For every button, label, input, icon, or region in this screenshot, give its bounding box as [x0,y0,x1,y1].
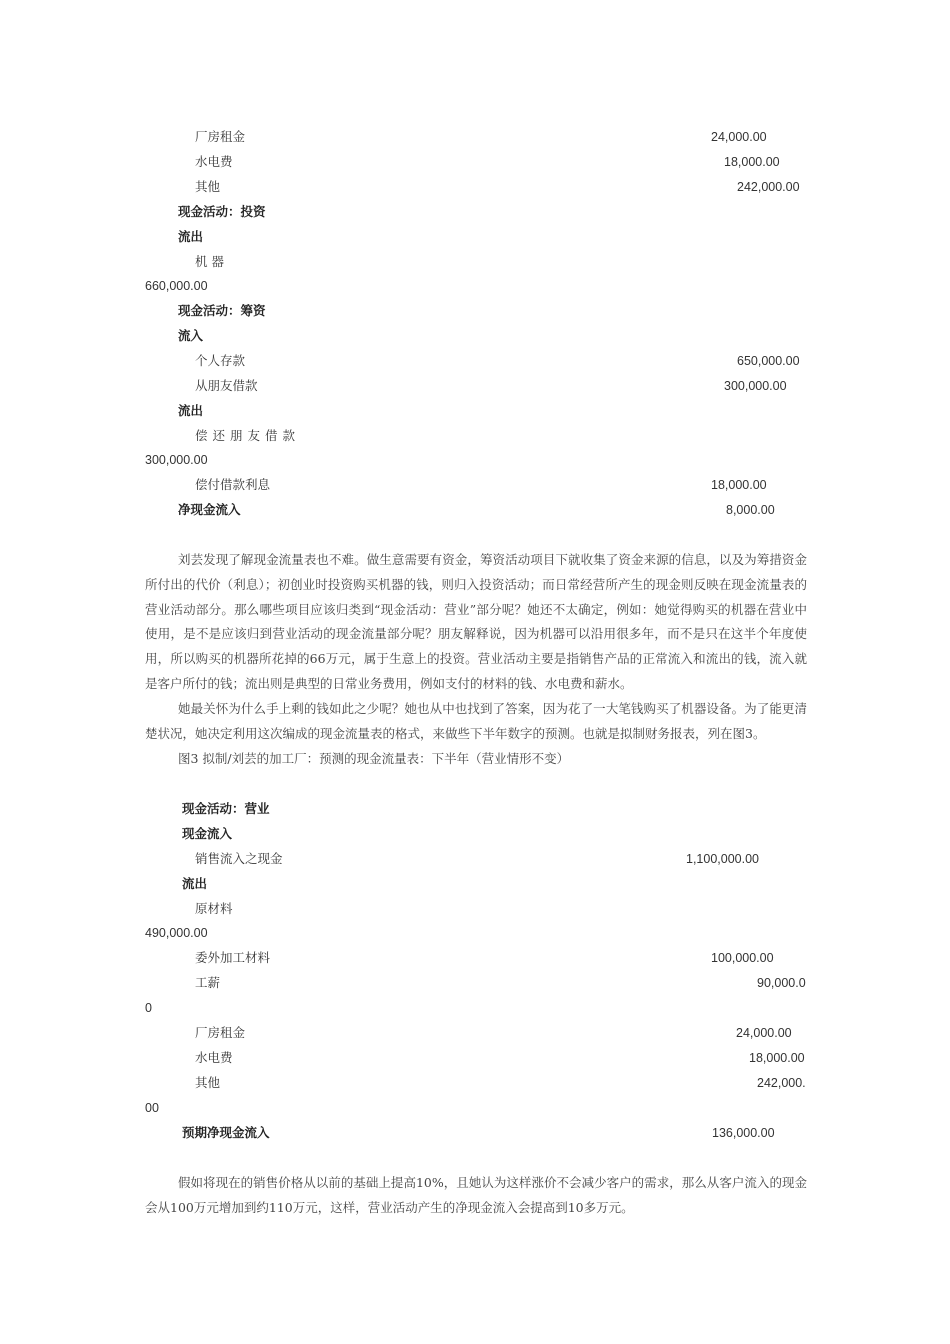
rent-value: 24,000.00 [711,130,767,144]
other-value: 242,000.00 [737,180,800,194]
figure-caption: 图3 拟制/刘芸的加工厂：预测的现金流量表：下半年（营业情形不变） [178,751,570,766]
paragraph-price-increase: 假如将现在的销售价格从以前的基础上提高10%，且她认为这样涨价不会减少客户的需求，那么从客户流入的现金会从100万元增加到约110万元，这样，营业活动产生的净现金流入会提高到10多万元。 [145,1175,807,1215]
raw-material-label: 原材料 [195,901,233,916]
wages-value: 90,000.0 [757,976,806,990]
invest-outflow-label: 流出 [178,229,204,244]
raw-material-value: 490,000.00 [145,926,208,940]
wages-value-wrap: 0 [145,1001,152,1015]
wages-label: 工薪 [195,975,221,990]
expected-net-value: 136,000.00 [712,1126,775,1140]
finance-outflow-label: 流出 [178,403,204,418]
loan-value: 300,000.00 [724,379,787,393]
op-heading: 现金活动：营业 [182,801,270,816]
utilities-value-2: 18,000.00 [749,1051,805,1065]
net-cash-value: 8,000.00 [726,503,775,517]
utilities-label: 水电费 [195,154,233,169]
interest-label: 偿付借款利息 [195,477,271,492]
machine-value: 660,000.00 [145,279,208,293]
machine-label: 机 器 [195,254,224,269]
op-outflow-label: 流出 [182,876,208,891]
savings-value: 650,000.00 [737,354,800,368]
other-value-2-wrap: 00 [145,1101,159,1115]
repay-value: 300,000.00 [145,453,208,467]
rent-label: 厂房租金 [195,129,246,144]
expected-net-label: 预期净现金流入 [182,1125,270,1140]
other-label-2: 其他 [195,1075,221,1090]
repay-label: 偿还朋友借款 [195,428,301,443]
outsource-value: 100,000.00 [711,951,774,965]
outsource-label: 委外加工材料 [195,950,271,965]
paragraph-forecast-reason: 她最关怀为什么手上剩的钱如此之少呢？她也从中也找到了答案，因为花了一大笔钱购买了机器设备。为了能更清楚状况，她决定利用这次编成的现金流量表的格式，来做些下半年数字的预测。也就是拟制财务报表，列在图3。 [145,701,807,741]
interest-value: 18,000.00 [711,478,767,492]
other-label: 其他 [195,179,221,194]
other-value-2: 242,000. [757,1076,806,1090]
op-inflow-label: 现金流入 [182,826,233,841]
utilities-label-2: 水电费 [195,1050,233,1065]
paragraph-cashflow-explanation: 刘芸发现了解现金流量表也不难。做生意需要有资金，筹资活动项目下就收集了资金来源的信息，以及为筹措资金所付出的代价（利息）；初创业时投资购买机器的钱，则归入投资活动；而日常经营所产生的现金则反映在现金流量表的营业活动部分。那么哪些项目应该归类到“现金活动：营业”部分呢？她还不太确定，例如：她觉得购买的机器在营业中使用，是不是应该归到营业活动的现金流量部分呢？朋友解释说，因为机器可以沿用很多年，而不是只在这半个年度使用，所以购买的机器所花掉的66万元，属于生意上的投资。营业活动主要是指销售产品的正常流入和流出的钱，流入就是客户所付的钱；流出则是典型的日常业务费用，例如支付的材料的钱、水电费和薪水。 [145,552,807,691]
finance-heading: 现金活动：筹资 [178,303,266,318]
rent-label-2: 厂房租金 [195,1025,246,1040]
rent-value-2: 24,000.00 [736,1026,792,1040]
net-cash-label: 净现金流入 [178,502,241,517]
sales-value: 1,100,000.00 [686,852,759,866]
utilities-value: 18,000.00 [724,155,780,169]
sales-label: 销售流入之现金 [195,851,283,866]
savings-label: 个人存款 [195,353,246,368]
loan-label: 从朋友借款 [195,378,258,393]
finance-inflow-label: 流入 [178,328,204,343]
invest-heading: 现金活动：投资 [178,204,266,219]
